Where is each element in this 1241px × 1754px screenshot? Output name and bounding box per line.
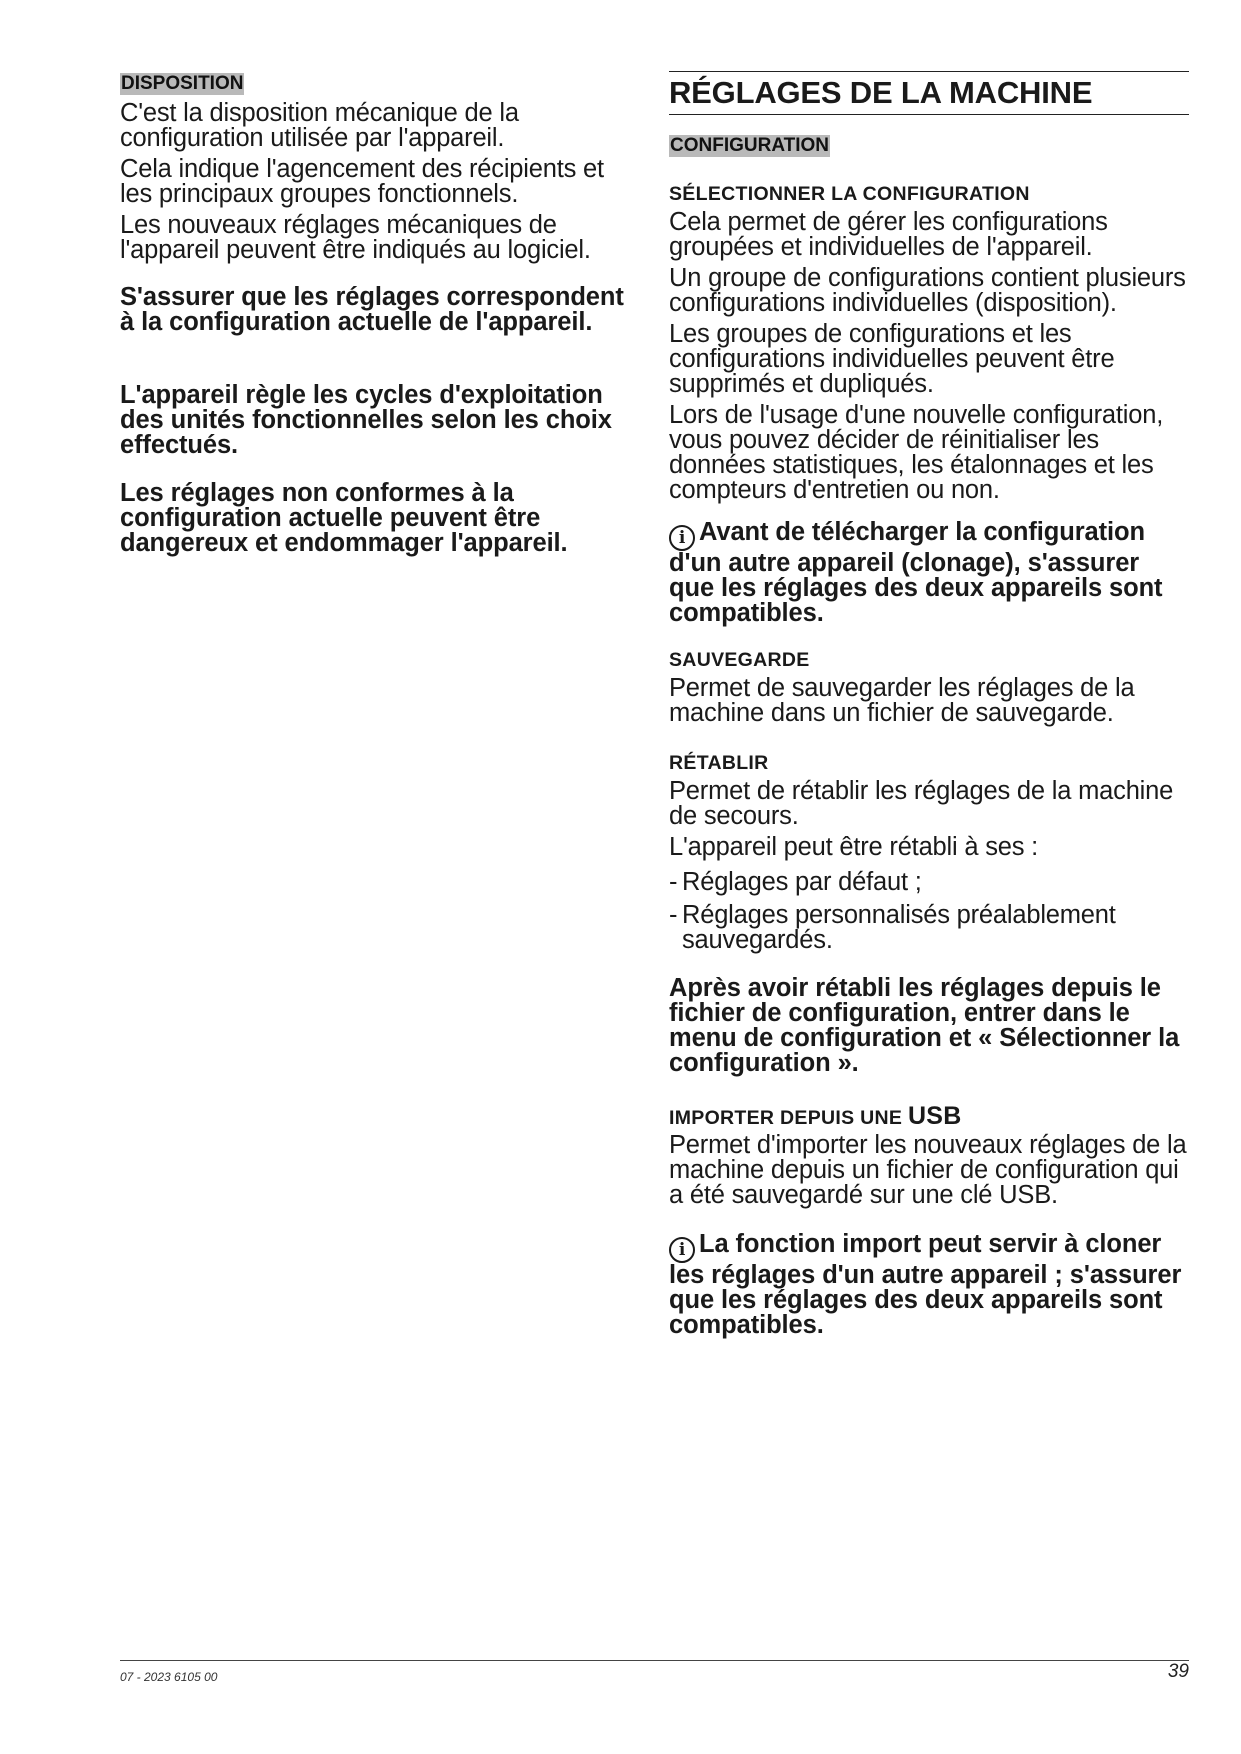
backup-text: Permet de sauvegarder les réglages de la machine dans un fichier de sauvegarde. [669,674,1135,727]
disposition-paragraph-1: C'est la disposition mécanique de la configuration utilisée par l'appareil. [120,99,519,152]
restore-list-item: - Réglages personnalisés préalablement sauvegardés. [669,903,1189,953]
restore-text-1: Permet de rétablir les réglages de la machine de secours. [669,777,1174,830]
select-config-note [669,520,1189,626]
disposition-warning-1: S'assurer que les réglages correspondent à la configuration actuelle de l'appareil. [120,283,624,336]
disposition-heading: DISPOSITION [121,73,244,94]
import-note [669,1232,1189,1338]
select-config-paragraph-2: Un groupe de configurations contient plusieurs configurations individuelles (disposition). [669,264,1186,317]
import-note-text: La fonction import peut servir à cloner les réglages d'un autre appareil ; s'assurer que les réglages des deux appareils sont compatibles. [669,1230,1182,1339]
document-code: 07 - 2023 6105 00 [120,1670,218,1684]
disposition-warning-3: Les réglages non conformes à la configuration actuelle peuvent être dangereux et endommager l'appareil. [120,479,568,557]
restore-list-item: - Réglages par défaut ; [669,868,922,896]
disposition-warning-2: L'appareil règle les cycles d'exploitation des unités fonctionnelles selon les choix effectués. [120,381,612,459]
restore-heading: RÉTABLIR [669,752,769,774]
select-config-note-text: Avant de télécharger la configuration d'un autre appareil (clonage), s'assurer que les réglages des deux appareils sont compatibles. [669,518,1163,627]
select-config-paragraph-1: Cela permet de gérer les configurations groupées et individuelles de l'appareil. [669,208,1108,261]
import-text: Permet d'importer les nouveaux réglages de la machine depuis un fichier de configuration qui a été sauvegardé sur une clé USB. [669,1131,1187,1209]
configuration-tag: CONFIGURATION [670,135,830,156]
section-title-block [669,71,1189,115]
info-icon: i [669,525,695,551]
import-heading-prefix: IMPORTER DEPUIS UNE [669,1107,903,1129]
restore-list-item-text: Réglages par défaut ; [682,868,922,896]
backup-heading: SAUVEGARDE [669,649,810,671]
restore-list-item-text: Réglages personnalisés préalablement sauvegardés. [682,901,1116,954]
page-title: RÉGLAGES DE LA MACHINE [669,75,1093,110]
select-config-paragraph-4: Lors de l'usage d'une nouvelle configuration, vous pouvez décider de réinitialiser les données statistiques, les étalonnages et les compteurs d'entretien ou non. [669,401,1164,504]
restore-text-2: L'appareil peut être rétabli à ses : [669,833,1039,861]
import-heading-usb: USB [907,1102,962,1130]
select-config-heading: SÉLECTIONNER LA CONFIGURATION [669,183,1030,205]
disposition-paragraph-3: Les nouveaux réglages mécaniques de l'appareil peuvent être indiqués au logiciel. [120,211,591,264]
import-heading [669,1102,962,1130]
restore-warning: Après avoir rétabli les réglages depuis le fichier de configuration, entrer dans le menu de configuration et « Sélectionner la configuration ». [669,974,1180,1077]
footer-divider [120,1660,1189,1661]
info-icon: i [669,1237,695,1263]
disposition-paragraph-2: Cela indique l'agencement des récipients et les principaux groupes fonctionnels. [120,155,604,208]
select-config-paragraph-3: Les groupes de configurations et les configurations individuelles peuvent être supprimés et dupliqués. [669,320,1115,398]
page-number: 39 [1167,1661,1189,1682]
